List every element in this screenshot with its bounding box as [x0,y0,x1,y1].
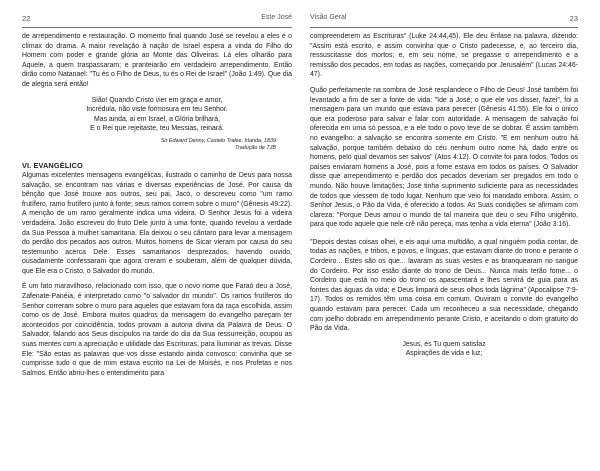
page-number: 23 [569,14,578,23]
running-head: Visão Geral [310,14,347,21]
poem-attribution: Sir Edward Denny, Castelo Tralee, Irlanda, 1839 [160,137,276,144]
paragraph-marvelous-fact: É um fato maravilhoso, relacionado com isso, que o novo nome que Faraó deu a José, Zafenate-Panéia, é interpretado como "o salvador do mundo". Os ramos frutíferos do Senhor correram sobre o muro para aqueles que estavam fora da raça escolhida, assim como os de José. Embora muitos quadros da mensagem do evangelho pareçam ter acontecidos por coincidência, todos provam a autoria divina da Palavra de Deus. O Salvador, falando aos Seus discípulos na tarde do dia da Sua ressurreição, ocupou as suas mentes com a apreciação e utilidade das Escrituras, para iluminar as trevas. Disse Ele: "São estas as palavras que vos disse estando ainda convosco: convinha que se cumprisse tudo o que de mim estava escrito na Lei de Moisés, e nos Profetas e nos Salmos. Então abriu-lhes o entendimento para [22,283,292,377]
page-number: 22 [22,14,31,23]
poem [310,340,578,359]
poem [22,96,292,134]
poem-line: E o Rei que rejeitaste, teu Messias, reinará. [90,125,224,133]
paragraph-revelation-quote: "Depois destas coisas olhei, e eis aqui uma multidão, a qual ninguém podia contar, de todas as nações, e tribos, e povos, e línguas, que estavam diante do trono e perante o Cordeiro... Estes são os que... lavaram as suas vestes e as branquearam no sangue do Cordeiro. Por isso estão diante do trono de Deus... Nunca mais terão fome... o Cordeiro que está no meio do trono os apascentará e lhes servirá de guia para as fontes das águas da vida; e Deus limpará de seus olhos toda lágrima" (Apocalipse 7:9-17). Todos os remidos têm uma coisa em comum. Ouviram o convite do evangelho quando estavam para perecer. Cada um reconheceu a sua necessidade, chegando com joelho dobrado em arrependimento perante Cristo, e aceitando o dom gratuito do Pão da Vida. [310,238,578,333]
poem-line: Jesus, és Tu quem satisfaz [402,340,486,348]
section-heading: VI. EVANGÉLICO [22,160,83,170]
paragraph-evangelical: Algumas excelentes mensagens evangélicas, ilustrado o caminho de Deus para nossa salvação, se encontram nas várias e diversas experiências de José. Por causa da bênção que José trouxe aos outros, seu pai, Jacó, o descreveu como "um ramo frutífero, ramo frutífero junto à fonte; seus ramos correm sobre o muro" (Gênesis 49:22). A menção de um ramo geralmente indica uma videira. O Senhor Jesus foi a videira verdadeira. João escreveu do fruto Dele junto à uma fonte, quando revelou a verdade da Sua Pessoa à mulher samaritana. Ela deixou o seu cântaro para levar a mensagem do perdão dos pecados aos outros. Muitos homens de Sicar vieram por causa do seu testemunho acerca Dele. Esses samaritanos desprezados, havendo ouvido, ousadamente confessaram que agora creram e souberam, além de qualquer dúvida, que Ele era o Cristo, o Salvador do mundo. [22,171,292,275]
paragraph-joseph-shadow: Quão perfeitamente na sombra de José resplandece o Filho de Deus! José também foi levantado a fim de ser a fonte de vida: "Ide a José; o que ele vos disser, fazei", foi a mensagem para um mundo que estava para perecer (Gênesis 41:55). Ele foi o único que era poderoso para salvar e falar com autoridade. A mensagem de salvação foi oferecida em uma só pessoa, e a ele todo o povo teve de se dobrar. É assim também no evangelho: a salvação se encontra somente em Cristo. "E em nenhum outro há salvação, porque também debaixo do céu nenhum outro nome há, dado entre os homens, pelo qual devamos ser salvos" (Atos 4:12). O convite foi para todos. Todos os países enviaram homens a José, pois a fome estava em todos os países. O Salvador disse que arrependimento e perdão dos pecados deveriam ser pregados em todo o mundo. Não houve limitações; José tinha suprimento suficiente para as necessidades de todos que viessem de todo lugar. Nenhum que veio foi mandado embora. Assim, o Senhor Jesus, o Pão da Vida, é oferecido a todos. As Suas condições se afirmam com clareza: "Porque Deus amou o mundo de tal maneira que deu o seu Filho unigênito, para que todo aquele que nele crê não pereça, mas tenha a vida eterna" (João 3:16). [310,86,578,229]
poem-line: Sião! Quando Cristo vier em graça e amor, [91,96,223,104]
poem-line: Mas ainda, ai em Israel, a Glória brilhará, [94,115,220,123]
right-page [300,0,600,471]
poem-line: Incrédula, não viste formosura em teu Senhor. [86,106,228,114]
right-page-header [310,14,578,28]
running-head: Este José [261,14,292,21]
poem-line: Aspirações de vida e luz; [405,350,483,358]
paragraph-intro: de arrependimento e restauração. O momento final quando José se revelou a eles é o clímax do drama. A maior revelação à nação de Israel espera a vinda do Filho do Homem com poder e grande glória ao Monte das Oliveiras. Lá eles olharão para Aquele, a quem traspassaram; e pranteiarão em verdadeiro arrependimento. Então dirão como Natanael: "Tu és o Filho de Deus, tu és o Rei de Israel" (João 1:49). Que dia de alegria será então! [22,33,292,88]
paragraph-continuation: compreenderem as Escrituras" (Luke 24:44,45). Ele deu ênfase na palavra, dizendo: "Assim está escrito, e assim convinha que o Cristo padecesse, e, ao terceiro dia, ressuscitasse dos mortos; e, em seu nome, se pregasse o arrependimento e a remissão dos pecados, em todas as nações, começando por Jerusalém" (Lucas 24:46-47). [310,33,578,79]
left-page-header [22,14,292,28]
translation-credit: Tradução de TJB [235,145,276,152]
